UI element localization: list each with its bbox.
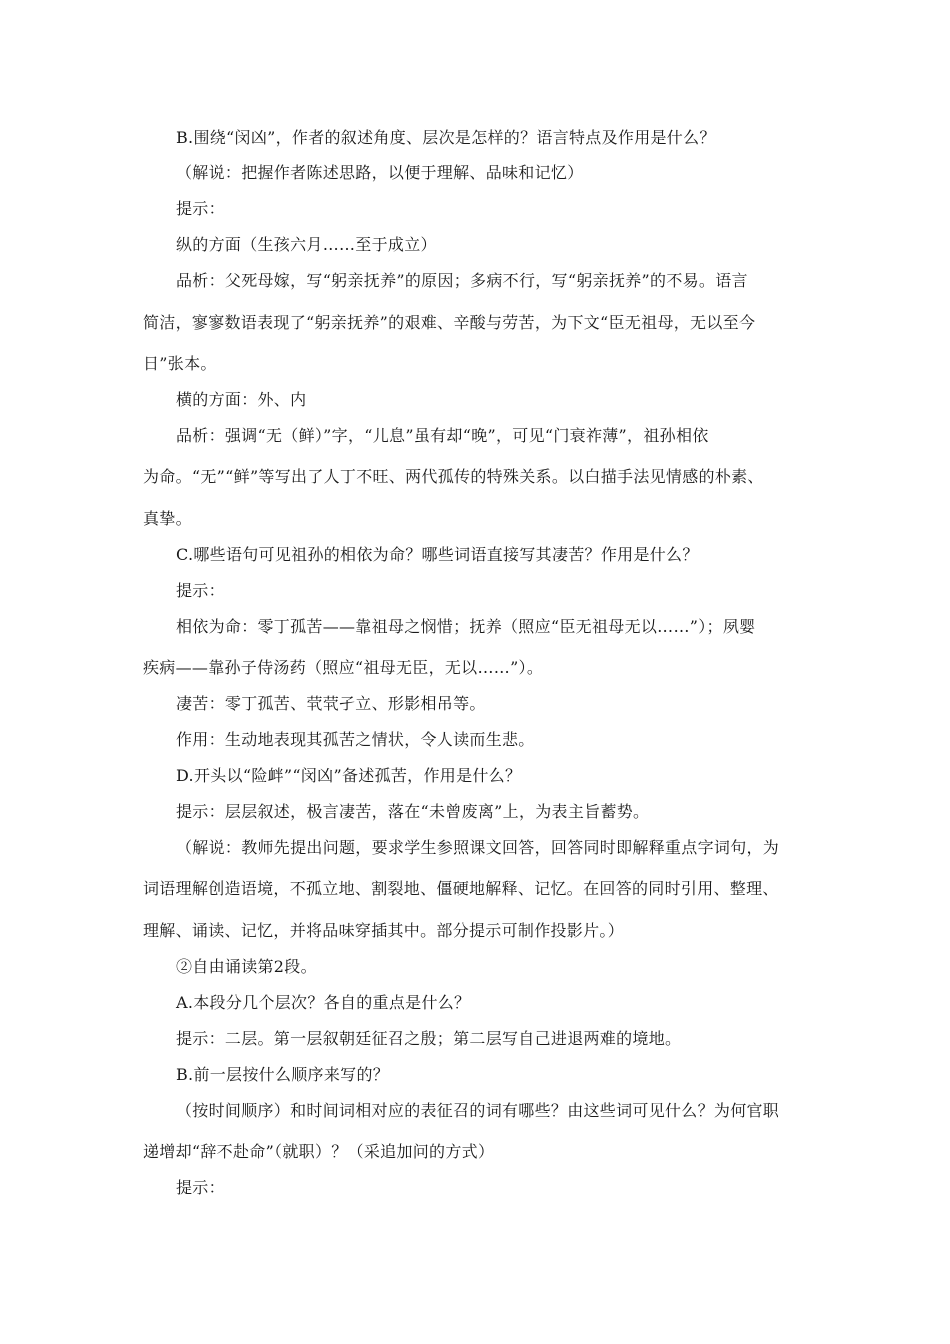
- analysis-paragraph-line: 品析：父死母嫁，写“躬亲抚养”的原因；多病不行，写“躬亲抚养”的不易。语言: [176, 271, 748, 290]
- explanation-paragraph-line: 词语理解创造语境，不孤立地、割裂地、僵硬地解释、记忆。在回答的同时引用、整理、: [143, 879, 779, 898]
- explanation-paragraph-line: （解说：教师先提出问题，要求学生参照课文回答，回答同时即解释重点字词句，为: [176, 838, 780, 857]
- hint-label: 提示：: [176, 1178, 225, 1197]
- horizontal-aspect-heading: 横的方面：外、内: [176, 390, 307, 409]
- followup-question-line: （按时间顺序）和时间词相对应的表征召的词有哪些？由这些词可见什么？为何官职: [176, 1101, 780, 1120]
- analysis-paragraph-line: 简洁，寥寥数语表现了“躬亲抚养”的艰难、辛酸与劳苦，为下文“臣无祖母，无以至今: [143, 313, 756, 332]
- effect-line: 作用：生动地表现其孤苦之情状，令人读而生悲。: [176, 730, 535, 749]
- interdependence-line: 疾病——靠孙子侍汤药（照应“祖母无臣，无以……”）。: [143, 658, 544, 677]
- explanation-paragraph-line: 理解、诵读、记忆，并将品味穿插其中。部分提示可制作投影片。）: [143, 921, 625, 940]
- question-d-heading: D.开头以“险衅”“闵凶”备述孤苦，作用是什么？: [176, 766, 522, 785]
- question-c-heading: C.哪些语句可见祖孙的相依为命？哪些词语直接写其凄苦？作用是什么？: [176, 545, 699, 564]
- hint-line: 提示：二层。第一层叙朝廷征召之殷；第二层写自己进退两难的境地。: [176, 1029, 682, 1048]
- misery-line: 凄苦：零丁孤苦、茕茕孑立、形影相吊等。: [176, 694, 486, 713]
- section-2-heading: ②自由诵读第2段。: [176, 957, 317, 976]
- analysis-paragraph-line: 真挚。: [143, 509, 192, 528]
- followup-question-line: 递增却“辞不赴命”（就职）？（采追加问的方式）: [143, 1142, 495, 1161]
- question-b-heading: B.围绕“闵凶”，作者的叙述角度、层次是怎样的？语言特点及作用是什么？: [176, 128, 716, 147]
- question-a-heading: A.本段分几个层次？各自的重点是什么？: [176, 993, 471, 1012]
- analysis-paragraph-line: 品析：强调“无（鲜）”字，“儿息”虽有却“晚”，可见“门衰祚薄”，祖孙相依: [176, 426, 709, 445]
- explanation-note: （解说：把握作者陈述思路，以便于理解、品味和记忆）: [176, 163, 584, 182]
- vertical-aspect-heading: 纵的方面（生孩六月……至于成立）: [176, 235, 437, 254]
- analysis-paragraph-line: 日”张本。: [143, 354, 217, 373]
- hint-label: 提示：: [176, 581, 225, 600]
- question-b2-heading: B.前一层按什么顺序来写的？: [176, 1065, 390, 1084]
- interdependence-line: 相依为命：零丁孤苦——靠祖母之悯惜；抚养（照应“臣无祖母无以……”）；夙婴: [176, 617, 756, 636]
- analysis-paragraph-line: 为命。“无”“鲜”等写出了人丁不旺、两代孤传的特殊关系。以白描手法见情感的朴素、: [143, 467, 764, 486]
- hint-line: 提示：层层叙述，极言凄苦，落在“未曾废离”上，为表主旨蓄势。: [176, 802, 650, 821]
- hint-label: 提示：: [176, 199, 225, 218]
